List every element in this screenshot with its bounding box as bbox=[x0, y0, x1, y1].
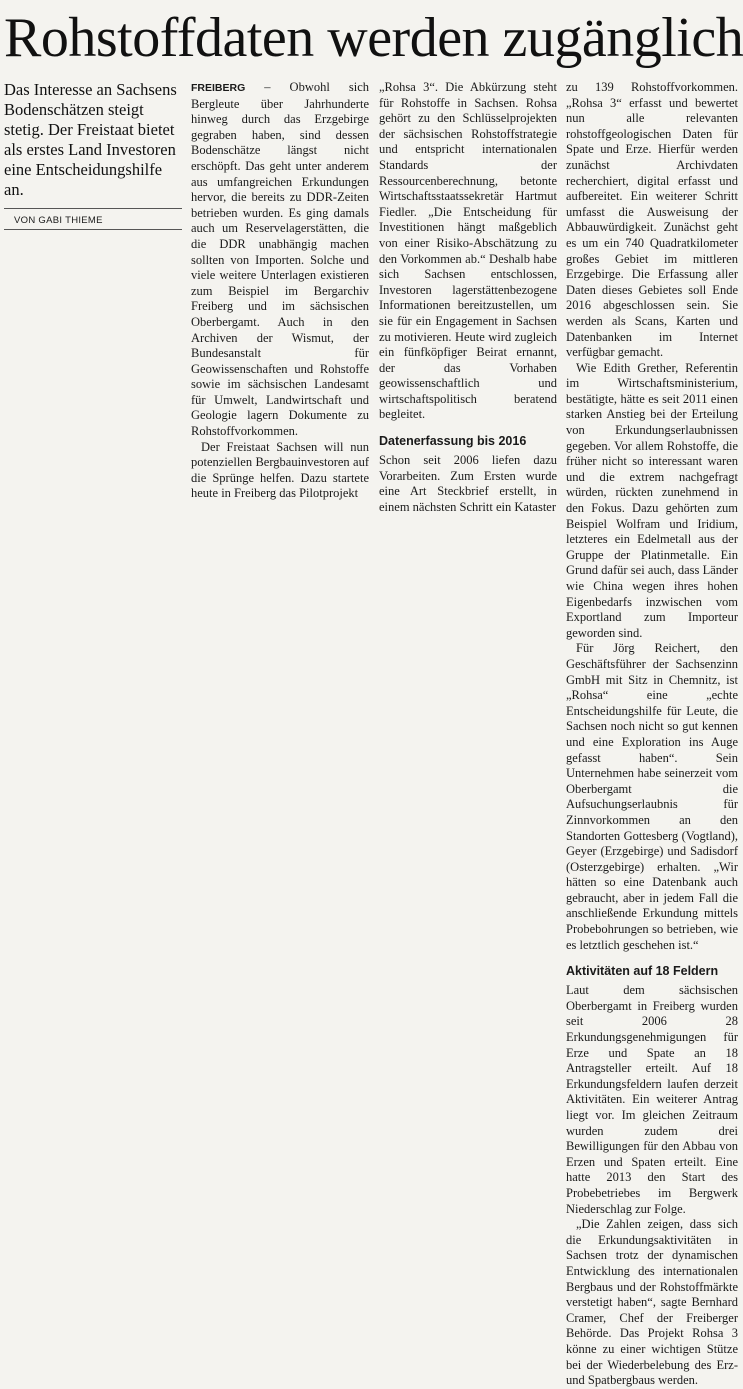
article-author: VON GABI THIEME bbox=[14, 215, 103, 226]
body-paragraph bbox=[191, 80, 369, 440]
article-column-2 bbox=[191, 80, 369, 515]
article-dateline: FREIBERG bbox=[191, 82, 246, 94]
body-paragraph: Laut dem sächsischen Oberbergamt in Freiberg wurden seit 2006 28 Erkundungsgenehmigungen für Erze und Spate an 18 Antragsteller erteilt. Auf 18 Erkundungsfeldern laufen derzeit Aktivitäten. Ein weiterer Antrag liegt vor. Im gleichen Zeitraum wurden zudem drei Bewilligungen für den Abbau von Erzen und Spaten erteilt. Eine hatte 2013 den Start des Probebetriebes im Bergwerk Niederschlag zur Folge. bbox=[566, 983, 738, 1216]
body-paragraph: zu 139 Rohstoffvorkommen. „Rohsa 3“ erfasst und bewertet nun alle relevanten rohstoffgeologischen Daten für Spate und Erze. Hierfür werden zunächst Archivdaten recherchiert, digital erfasst und aufbereitet. Ein weiterer Schritt umfasst die Ausweisung der Abbauwürdigkeit. Zunächst geht es um ein 740 Quadratkilometer großes Gebiet im mittleren Erzgebirge. Die Erfassung aller Daten dieses Gebietes soll Ende 2016 abgeschlossen sein. Sie werden als Scans, Karten und Datenbanken im Internet verfügbar gemacht. bbox=[566, 80, 738, 360]
body-paragraph: Wie Edith Grether, Referentin im Wirtschaftsministerium, bestätigte, hätte es seit 2011 einen starken Anstieg bei der Erteilung von Erkundungserlaubnissen gegeben. Vor allem Rohstoffe, die früher nicht so interessant waren und die extrem nachgefragt würden, rückten zunehmend in den Fokus. Dazu gehörten zum Beispiel Wolfram und Iridium, letzteres ein Edelmetall aus der Gruppe der Platinmetalle. Ein Grund dafür sei auch, dass Länder wie China wegen ihres hohen Eigenbedarfs inzwischen vom Exportland zum Importeur geworden sind. bbox=[566, 360, 738, 640]
article-column-4 bbox=[566, 80, 738, 1388]
teaser-rule bbox=[4, 208, 182, 209]
article-headline: Rohstoffdaten werden zugänglich bbox=[4, 7, 743, 69]
body-paragraph: Für Jörg Reichert, den Geschäftsführer der Sachsenzinn GmbH mit Sitz in Chemnitz, ist „Rohsa“ eine „echte Entscheidungshilfe für Leute, die Sachsen noch nicht so gut kennen und eine Exploration ins Auge gefasst haben“. Sein Unternehmen habe seinerzeit vom Oberbergamt die Aufsuchungserlaubnis für Zinnvorkommen an den Standorten Gottesberg (Vogtland), Geyer (Erzgebirge) und Sadisdorf (Osterzgebirge) erhalten. „Wir hätten so eine Datenbank auch gebraucht, aber in jedem Fall die anschließende Erkundung mittels Probebohrungen so betrieben, wie es letztlich geschehen ist.“ bbox=[566, 641, 738, 952]
article-teaser: Das Interesse an Sachsens Bodenschätzen steigt stetig. Der Freistaat bietet als erstes Land Investoren eine Entscheidungshilfe an. bbox=[4, 80, 177, 199]
subheading: Datenerfassung bis 2016 bbox=[379, 434, 527, 449]
body-paragraph: Der Freistaat Sachsen will nun potenziellen Bergbauinvestoren auf die Sprünge helfen. Dazu startete heute in Freiberg das Pilotprojekt bbox=[191, 439, 369, 501]
author-rule bbox=[4, 229, 182, 230]
body-paragraph: „Die Zahlen zeigen, dass sich die Erkundungsaktivitäten in Sachsen trotz der dynamischen Entwicklung des internationalen Bergbaus und der Rohstoffmärkte verstetigt haben“, sagte Bernhard Cramer, Chef der Freiberger Behörde. Das Projekt Rohsa 3 könne zu einer wichtigen Stütze bei der Wiederbelebung des Erz- und Spatbergbaus werden. bbox=[566, 1217, 738, 1388]
body-paragraph: Schon seit 2006 liefen dazu Vorarbeiten. Zum Ersten wurde eine Art Steckbrief erstellt, in einem nächsten Schritt ein Kataster bbox=[379, 453, 557, 514]
body-paragraph: „Rohsa 3“. Die Abkürzung steht für Rohstoffe in Sachsen. Rohsa gehört zu den Schlüsselprojekten der sächsischen Rohstoffstrategie und entspricht internationalen Standards der Ressourcenberechnung, betonte Wirtschaftsstaatssekretär Hartmut Fiedler. „Die Entscheidung für Investitionen hängt maßgeblich von einer Risiko-Abschätzung zu den Vorkommen ab.“ Deshalb habe sich Sachsen entschlossen, Investoren lagerstättenbezogene Informationen bereitzustellen, um sie für ein Engagement in Sachsen zu motivieren. Heute wird zugleich ein fünfköpfiger Beirat ernannt, der das Vorhaben geowissenschaftlich und wirtschaftspolitisch beratend begleitet. bbox=[379, 80, 557, 422]
body-text: – Obwohl sich Bergleute über Jahrhunderte hinweg durch das Erzgebirge gegraben haben, sind dessen Bodenschätze längst nicht erschöpft. Das geht unter anderem aus umfangreichen Erkundungen hervor, die bereits zu DDR-Zeiten betrieben wurden. Es ging damals auch um Reservelagerstätten, die die DDR unabhängig machen sollten von Importen. Solche und viele weitere Unterlagen existieren zum Beispiel im Bergarchiv Freiberg und im sächsischen Oberbergamt. Auch in den Archiven der Wismut, der Bundesanstalt für Geowissenschaften und Rohstoffe sowie im sächsischen Landesamt für Umwelt, Landwirtschaft und Geologie lagern Dokumente zu Rohstoffvorkommen. bbox=[191, 80, 369, 439]
article-column-1 bbox=[4, 80, 182, 515]
subheading: Aktivitäten auf 18 Feldern bbox=[566, 964, 719, 979]
article-column-3 bbox=[379, 80, 557, 515]
